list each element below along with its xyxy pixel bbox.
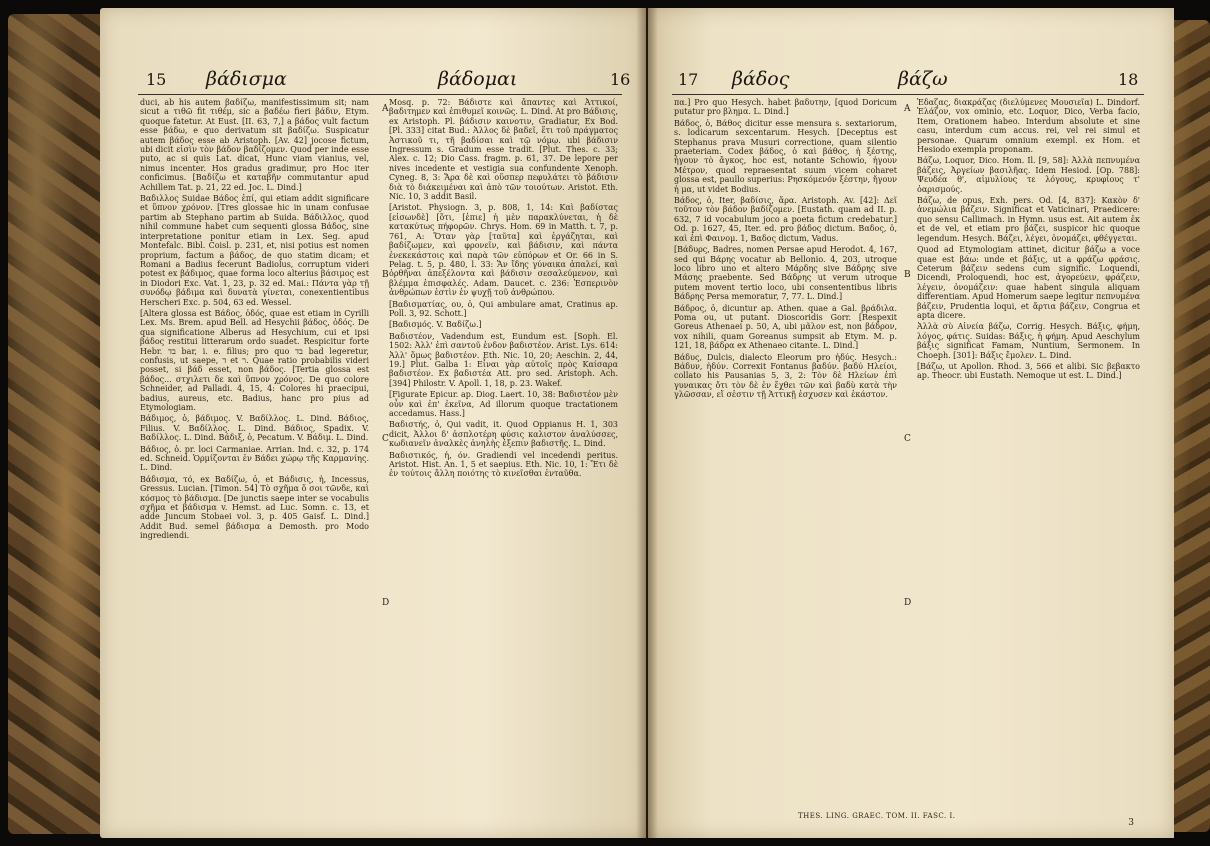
headword-center: βάδομαι — [438, 68, 518, 90]
section-marker-c: C — [904, 434, 911, 444]
section-marker-b: B — [382, 270, 389, 280]
left-cover-marbled — [8, 14, 104, 834]
paragraph: Βάζω, de opus, Exh. pers. Od. [4, 837]: Κακὸν δ' ἀνεμώλια βάζειν. Significat et Vaticinari, Praedicere: quo sensu Callimach. in Hymn. usus est. Ait autem ἐκ et de vel, et etiam pro βάζει, suspicor hic quoque legendum. Hesych. Βάζει, λέγει, ὀνομάζει, φθέγγεται. — [917, 196, 1140, 243]
paragraph: [Βαδισματίας, ου, ὁ, Qui ambulare amat, Cratinus ap. Poll. 3, 92. Schott.] — [389, 299, 618, 318]
section-marker-d: D — [382, 598, 390, 608]
paragraph: Βάδιος, ὁ. pr. loci Carmaniae. Arrian. Ind. c. 32, p. 174 ed. Schneid. Ὁρμίζονται ἐν Βάδει χώρῳ τῆς Καρμανίης. L. Dind. — [140, 444, 369, 473]
header-rule — [672, 94, 1144, 95]
page-number-15: 15 — [146, 70, 167, 89]
paragraph: Βαδιστικός, ἡ, όν. Gradiendi vel incedendi peritus. Aristot. Hist. An. 1, 5 et saepius. Eth. Nic. 10, 1: Ἔτι δὲ ἐν τούτοις ἄλλη ποιότης τὸ κινεῖσθαι ἐνταῦθα. — [389, 450, 618, 479]
section-marker-a: A — [382, 104, 389, 114]
left-column-1 — [140, 98, 369, 788]
paragraph: [Aristot. Physiogn. 3, p. 808, 1, 14: Καὶ βαδίστας [εἰσωνδὲ] [ὅτι, [ἐπιε] ἠ μὲν παρακλύνεται, ἡ δὲ κατακύτως πήφορῶν. Chrys. Hom. 69 in Matth. t. 7, p. 761, A: Ὅταν γὰρ [ταῦτα] καὶ ἐργάζηται, καὶ βαδίζωμεν, καὶ φρονεῖν, καὶ βάδισιν, καὶ πάντα ἐνεκεκάστοις καὶ παρὰ τῶν εὐπόρων et Or. 66 in S. Pelag. t. 5, p. 480, l. 33: Ἄν ἴδης γύναικα ἁπαλεί, καὶ ὀρθῆναι ἀπεξέλοντα καὶ βάδισιν σεσαλεύμενον, καὶ βλέμμα ἐπισφαλές. Adam. Daucet. c. 236: Ἐσπερινὸν ἀνθρώπων ἐστὶν ἐν ψυχῇ τοῦ ἀνθρώπου. — [389, 203, 618, 298]
left-page — [100, 8, 646, 838]
page-number-17: 17 — [678, 70, 699, 89]
paragraph: [Βάδυρς, Badres, nomen Persae apud Herodot. 4, 167, sed qui Βάρης vocatur ab Bellonio. 4, 203, utroque loco libro uno et altero Μάρδης sive Βάδρης sive Μάσης praebente. Sed Βάδρης ut verum utroque putem movent tertio loco, ubi consententibus libris Βάδρης Persa memoratur, 7, 77. L. Dind.] — [674, 245, 897, 302]
section-marker-d: D — [904, 598, 912, 608]
paragraph: Mosq. p. 72: Βάδιστε καὶ ἄπαντες καὶ Ἀττικοί, βαδιτημεν καὶ ἐπιθυμεῖ κοινῶς. L. Dind. At pro Βάδισις, ex Aristoph. Pl. βάδισιν καινοτιν, Gradiatur, Ex Bod. [Pl. 333] citat Bud.: Ἀλλος δὲ βαδεῖ, ἕτι τοῦ πράγματος Ἀστικοῦ τι, τῆ βαδίσαι καὶ τῷ νόμῳ. ubi βάδισιν Ingressum s. Gradum esse tradit. [Plut. Thes. c. 33; Alex. c. 12; Dio Cass. fragm. p. 61, 37. De lepore per nives incedente et vestigia sua confundente Xenoph. Cyneg. 8, 3: Ἄρα δὲ καὶ οὕσπερ πεφυλάτει τὸ βάδισιν διὰ τὸ διάκειμέναι καὶ ἀπὸ τῶν τοιούτων. Aristot. Eth. Nic. 10, 3 addit Basil. — [389, 98, 618, 202]
paragraph: Quod ad Etymologiam attinet, dicitur βάζω a voce quae est βάω: unde et βάξις, ut a φράζω φράσις. Ceterum βάζειν sedens cum signific. Loquendi, Dicendi, Proloquendi, hoc est, ἀγορεύειν, φράζειν, λέγειν, ὀνομάζειν: quae habent singula aliquam differentiam. Apud Homerum saepe legitur πεπνυμένα βάζειν, Prudentia loqui, et ἄρτια βάζειν, Congrua et apta dicere. — [917, 245, 1140, 320]
left-page-columns — [140, 98, 618, 788]
paragraph: Βαδιστέον, Vadendum est, Eundum est. [Soph. El. 1502: Ἀλλ' ἐπὶ σαντοῦ ἐνδον βαδιστέον. Arist. Lys. 614: Ἀλλ' ὅμως βαδιστέον. Eth. Nic. 10, 20; Aeschin. 2, 44, 19.] Plut. Galba 1: Εἶναι γὰρ αὐτοῖς πρὸς Καίσαρα βαδιστέον. Ex βαδιστέα Att. pro sed. Aristoph. Ach. [394] Philostr. V. Apoll. 1, 18, p. 23. Wakef. — [389, 331, 618, 388]
book-gutter — [636, 8, 658, 838]
open-book — [52, 8, 1172, 840]
headword-left: βάδισμα — [206, 68, 287, 90]
paragraph: Βαδιστής, ὁ, Qui vadit, it. Quod Oppianus H. 1, 303 dicit, Ἀλλοι δ' ἀσπλοτέρη φύσις καλιστον ἀναλύσσες, κωδιανεῖν ἀναλκὲς ἀνηλὴς ἐξεπιν βαδιστῆς. L. Dind. — [389, 420, 618, 449]
headword-left: βάδος — [732, 68, 790, 90]
right-column-2 — [917, 98, 1140, 788]
paragraph: Βάδιμος, ὁ, βάδιμος. V. Βαδίλλος. L. Dind. Βάδιος, Filius. V. Βαδίλλος. L. Dind. Βάδιος, Spadix. V. Βαδίλλος. L. Dind. Βάδιξ, ὁ, Pecatum. V. Βάδιμ. L. Dind. — [140, 414, 369, 443]
paragraph: Βάδος, ὁ, Βάθος dicitur esse mensura s. sextariorum, s. lodicarum sexcentarum. Hesych. [Deceptus est Stephanus prava Musuri correctione, quam silentio praeteriam. Codex βάδος, ὁ καὶ βάθος, ἡ ξέστης, ἡγουν τὸ ἄγκος, hoc est, notante Schowio, ἡγουν Μέτρον, quod repraesentat suum vicem coharet glossa est, paullo superius: Ρησκόμενόν ξέστην, ἤγουν ἡ μα, ut videt Bodius. — [674, 118, 897, 194]
paragraph: Βάδρος, ὁ, dicuntur ap. Athen. quae a Gal. βράδιλα. Poma ou, ut putant. Dioscoridis Gorr. [Respexit Goreus Athenaei p. 50, A, ubi μᾶλον est, non βάδρον, vox nihili, quam Goreanus sumpsit ab Etym. M. p. 121, 18, βάδρα ex Athenaeo citante. L. Dind.] — [674, 303, 897, 351]
paragraph: [Figurate Epicur. ap. Diog. Laert. 10, 38: Βαδιστέον μὲν οὖν καὶ ἐπ' ἐκεῖνα, Ad illorum quoque tractationem accedamus. Hass.] — [389, 390, 618, 418]
paragraph: duci, ab his autem βαδίζω, manifestissimum sit; nam sicut a τιθῶ fit τιθέμ, sic a βαδέω fieri βάδιν, Etym. quoque fatetur. At Eust. [II. 63, 7,] a βάδος vult factum esse βάδω, e quo derivatum sit βαδίζω. Suspicatur autem βάδος esse ab Aristoph. [Av. 42] jocose fictum, ubi dicit εἰσὶν τὸν βάδον βαδίζομεν. Quod per inde esse puto, ac si quis Lat. dicat, Hunc viam vianius, vel, nimus incenter. Hos gradus gradimur, pro Hoc iter conficimus. [Βαδίζω et καταβῆν commutantur apud Achillem Tat. p. 21, 22 ed. Joc. L. Dind.] — [140, 98, 369, 192]
paragraph: Βαδιλλος Suidae Βάδος ἐπί, qui etiam addit significare et ὕπνον χρόνον. [Tres glossae hic in unam confusae partim ab Stephano partim ab Suida. Βάδιλλος, quod nihil commune habet cum sequenti glossa Βάδος, sine interpretatione ponitur etiam in Lex. Seg. apud Montefalc. Bibl. Coisl. p. 231, et, nisi potius est nomen proprium, factum a βάδος, de quo statim dicam; et Romani a Badius fecerunt Badiolus, corruptum videri potest ex βάδιμος, quae forma loco alterius βάσιμος est in Diodori Exc. Vat. 1, 23, p. 32 ed. Mai.: Πάντα γὰρ τῇ συνόδῳ βάδιμα καὶ δυνατὰ γίνεται, conexentientibus Herscheri Exc. p. 504, 63 ed. Wessel. — [140, 194, 369, 307]
paragraph: Ἐδαζας, διακράζας (διελύμενες Μουσιεῖα) L. Dindorf. Ἐλάζον, vox ominio, etc. Loquor, Dico, Verba facio, Item, Orationem habeo. Interdum absolute et sine casu, interdum cum accus. rei, vel rei simul et personae. Quarum omnium exempl. ex Hom. et Hesiodo exempla proponam. — [917, 98, 1140, 155]
paragraph: [Βάζω, ut Apollon. Rhod. 3, 566 et alibi. Sic βεβακτο ap. Theocr. ubi Eustath. Nemoque ut est. L. Dind.] — [917, 361, 1140, 381]
paragraph: πα.] Pro quo Hesych. habet βαδυτην, [quod Doricum putatur pro βλημα. L. Dind.] — [674, 98, 897, 117]
gathering-signature: 3 — [1128, 818, 1134, 828]
paragraph: Βάδισμα, τό, ex Βαδίζω, ὁ, et Βάδισις, ἡ, Incessus, Gressus. Lucian. [Timon. 54] Τὸ σχῆμα ὅ σοι τῶνδε, καὶ κόσμος τὸ βάδισμα. [De junctis saepe inter se vocabulis σχῆμα et βάδισμα v. Hemst. ad Luc. Somn. c. 13, et adde Juncum Stobaei vol. 3, p. 405 Gaisf. L. Dind.] Addit Bud. semel βάδισμα a Demosth. pro Modo ingrediendi. — [140, 474, 369, 541]
right-page — [648, 8, 1174, 838]
page-number-18: 18 — [1118, 70, 1139, 89]
headword-center: βάζω — [898, 68, 948, 90]
paragraph: [Βαδισμός. V. Βαδίζω.] — [389, 320, 482, 330]
paragraph: Βάδυς, Dulcis, dialecto Eleorum pro ἡδύς. Hesych.: Βάδυν, ἡδύν. Correxit Fontanus βαδύν. βαδύ Ηλείοι, collato his Pausanias 5, 3, 2: Τὸν δὲ Ηλείων ἐπὶ γυναικας ὄτι τὸν δὲ ἐν ἔχθει τῶν καὶ βαδὺ κατὰ τὴν γλῶσσαν, εἴ σἐστιν τῇ Ἀττικῇ ἐσχυσεν καὶ ἑκάστον. — [674, 352, 897, 400]
footer-signature-line: THES. LING. GRAEC. TOM. II. FASC. I. — [798, 812, 956, 820]
right-column-1 — [674, 98, 897, 788]
right-running-head — [648, 70, 1174, 92]
left-column-2 — [389, 98, 618, 788]
section-marker-a: A — [904, 104, 911, 114]
header-rule — [138, 94, 622, 95]
paragraph: [Altera glossa est Βάδος, ὁδός, quae est etiam in Cyrilli Lex. Ms. Brem. apud Bell. ad Hesychii βάδος, ὁδός. De qua significatione Alberus ad Hesychium, cui et ipsi βάδος restitui litterarum ordo suadet. Respicitur forte Hebr. ‏בד‏ bar, i. e. filius; pro quo ‏בד‏ bad legeretur, confusis, ut saepe, ‏ד‏ et ‏ר‏. Quae ratio probabilis videri posset, si βάδ esset, non βάδος. [Tertia glossa est βάδος... στχιλετι δε καὶ ὕπνον χρόνος. De quo colore Schneider, ad Palladi. 4, 15, 4: Colores hi praecipui, badius, aureus, etc. Badius, hanc pro pius ad Etymologiam. — [140, 308, 369, 412]
left-running-head — [100, 70, 646, 92]
paragraph: Βάδος, ὁ, Iter, βαδίσις, ἄρα. Aristoph. Av. [42]: Δεῖ τοῦτον τὸν βάδον βαδίζομεν. [Eustath. quam ad II. p. 632, 7 id vocabulum joco a poeta fictum credebatur.] Od. p. 1627, 45, Iter. ed. pro βάδος dictum. Βαδος, ὁ, καὶ ἐπὶ Φαινομ. 1, Βαδος dictum, Vadus. — [674, 196, 897, 243]
paragraph: Ἀλλὰ σὺ Αἰνεία βάζω, Corrig. Hesych. Βάξις, φήμη, λόγος, φάτις. Suidas: Βάξις, ἡ φήμη. Apud Aeschylum βάξις significat Famam, Nuntium, Sermonem. In Choeph. [301]: Βάξις ἔμολεν. L. Dind. — [917, 322, 1140, 360]
paragraph: Βάζω, Loquor, Dico. Hom. Il. [9, 58]: Ἀλλὰ πεπνυμένα βάζεις, Ἀργείων βασιλῆας. Idem Hesiod. [Op. 788]: Ψευδέα θ', αἱμυλίους τε λόγους, κρυφίους τ' ὀαρισμούς. — [917, 156, 1140, 194]
section-marker-b: B — [904, 270, 911, 280]
section-marker-c: C — [382, 434, 389, 444]
page-number-16: 16 — [610, 70, 631, 89]
